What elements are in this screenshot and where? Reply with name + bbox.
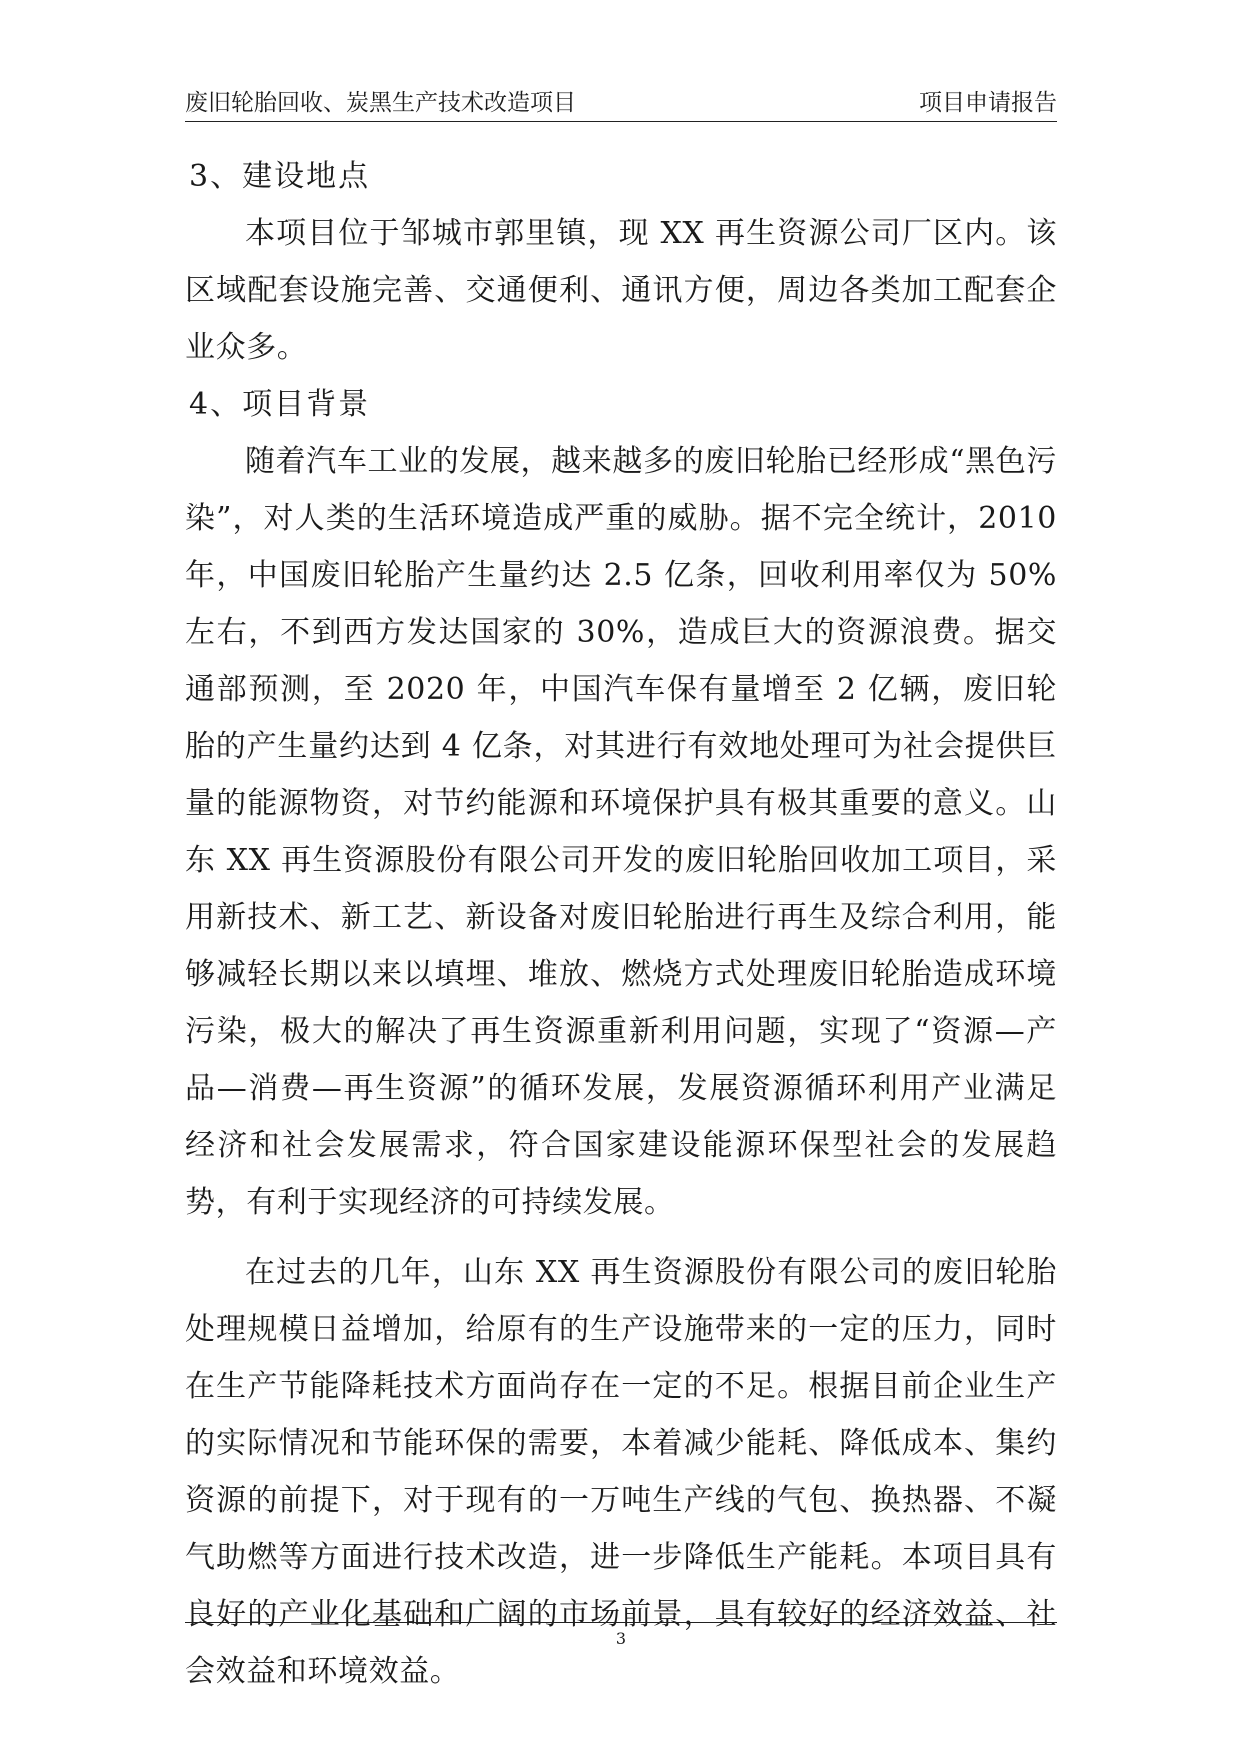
header-divider bbox=[185, 121, 1057, 122]
paragraph-project-background-1: 随着汽车工业的发展，越来越多的废旧轮胎已经形成“黑色污染”，对人类的生活环境造成严重的威胁。据不完全统计，2010 年，中国废旧轮胎产生量约达 2.5 亿条，回收利用率仅为 50%左右，不到西方发达国家的 30%，造成巨大的资源浪费。据交通部预测，至 2020 年，中国汽车保有量增至 2 亿辆，废旧轮胎的产生量约达到 4 亿条，对其进行有效地处理可为社会提供巨量的能源物资，对节约能源和环境保护具有极其重要的意义。山东 XX 再生资源股份有限公司开发的废旧轮胎回收加工项目，采用新技术、新工艺、新设备对废旧轮胎进行再生及综合利用，能够减轻长期以来以填埋、堆放、燃烧方式处理废旧轮胎造成环境污染，极大的解决了再生资源重新利用问题，实现了“资源—产品—消费—再生资源”的循环发展，发展资源循环利用产业满足经济和社会发展需求，符合国家建设能源环保型社会的发展趋势，有利于实现经济的可持续发展。 bbox=[185, 444, 1057, 1220]
header-document-title: 废旧轮胎回收、炭黑生产技术改造项目 bbox=[185, 90, 576, 116]
paragraph-project-background-2: 在过去的几年，山东 XX 再生资源股份有限公司的废旧轮胎处理规模日益增加，给原有的生产设施带来的一定的压力，同时在生产节能降耗技术方面尚存在一定的不足。根据目前企业生产的实际情况和节能环保的需要，本着减少能耗、降低成本、集约资源的前提下，对于现有的一万吨生产线的气包、换热器、不凝气助燃等方面进行技术改造，进一步降低生产能耗。本项目具有良好的产业化基础和广阔的市场前景，具有较好的经济效益、社会效益和环境效益。 bbox=[185, 1255, 1057, 1689]
section-heading-project-background: 4、项目背景 bbox=[189, 387, 371, 422]
page-header bbox=[185, 86, 1057, 120]
footer-divider bbox=[185, 1622, 1057, 1623]
document-body bbox=[185, 148, 1057, 1700]
header-report-type: 项目申请报告 bbox=[919, 90, 1057, 116]
page-number: 3 bbox=[615, 1629, 627, 1648]
paragraph-construction-site: 本项目位于邹城市郭里镇，现 XX 再生资源公司厂区内。该区域配套设施完善、交通便利、通讯方便，周边各类加工配套企业众多。 bbox=[185, 216, 1057, 365]
section-heading-construction-site: 3、建设地点 bbox=[189, 159, 371, 194]
